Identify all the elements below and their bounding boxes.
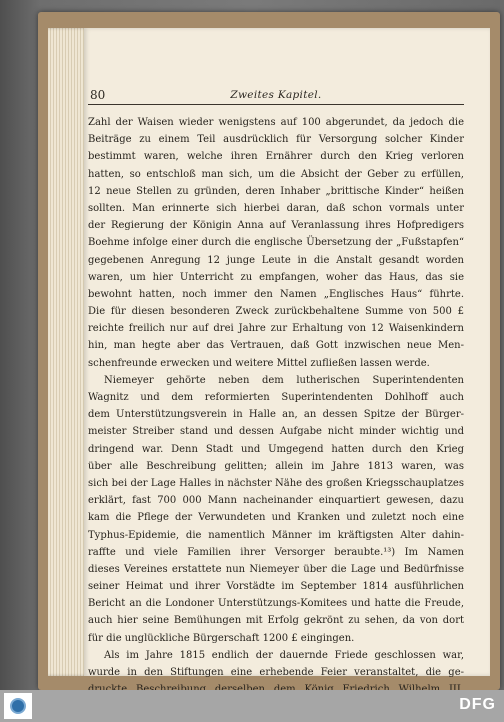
text-line: hin, man hegte aber das Vertrauen, daß Gott inzwischen neue Men-	[88, 340, 464, 352]
library-logo	[4, 693, 32, 719]
text-line: waren, um hier Unterricht zu empfangen, woher das Haus, das sie	[88, 271, 464, 283]
running-head: Zweites Kapitel.	[230, 89, 322, 101]
text-line: der Regierung der Königin Anna auf Veranlassung ihres Hofpredigers	[88, 220, 464, 232]
text-line: dem Unterstützungsverein in Halle an, an dessen Spitze der Bürger-	[88, 409, 464, 421]
text-line: auch hier seine Bemühungen mit Erfolg gekrönt zu sehen, da von dort	[88, 615, 464, 627]
text-line: Typhus-Epidemie, die namentlich Männer im kräftigsten Alter dahin-	[88, 529, 464, 541]
text-line: raffte und viele Familien ihrer Versorger beraubte.¹³) Im Namen	[88, 546, 464, 558]
paragraph-1	[88, 114, 464, 372]
viewer-footer-bar	[0, 690, 504, 722]
text-line: erklärt, fast 700 000 Mann nacheinander einquartiert gewesen, dazu	[88, 495, 464, 507]
page-number: 80	[90, 88, 106, 102]
text-line: wurde in den Stiftungen eine erhebende Feier veranstaltet, die ge-	[88, 667, 464, 678]
text-line: Boehme infolge einer durch die englische Übersetzung der „Fußstapfen“	[88, 237, 464, 249]
text-line: Die für diesen besonderen Zweck zurückbehaltene Summe von 500 £	[88, 306, 464, 318]
text-line: Beiträge zu einem Teil ausdrücklich für Versorgung solcher Kinder	[88, 134, 464, 146]
text-line: seiner Heimat und ihrer Vorstädte im September 1814 ausführlichen	[88, 581, 464, 593]
text-line: für die unglückliche Bürgerschaft 1200 £ eingingen.	[88, 632, 355, 644]
text-line: gegebenen Anregung 12 junge Leute in die Anstalt gesandt worden	[88, 254, 464, 266]
text-line: Wagnitz und dem reformierten Superintendenten Dohlhoff auch	[88, 392, 464, 403]
text-line: über alle Beschreibung gelitten; allein im Jahre 1813 waren, was	[88, 460, 464, 472]
text-line: 12 neue Stellen zu gründen, deren Inhaber „brittische Kinder“ heißen	[88, 185, 464, 197]
dfg-logo: DFG	[459, 696, 496, 713]
text-line: sollten. Man erinnerte sich hierbei daran, daß schon vormals unter	[88, 202, 464, 214]
text-line: Niemeyer gehörte neben dem lutherischen Superintendenten	[104, 374, 464, 386]
text-line: sich bei der Lage Halles in nächster Nähe des großen Kriegsschauplatzes	[88, 477, 464, 489]
text-line: dieses Vereines erstattete nun Niemeyer über die Lage und Bedürfnisse	[88, 563, 464, 575]
text-line: bewohnt hatten, noch immer den Namen „Englisches Haus“ führte.	[88, 288, 464, 300]
text-line: Zahl der Waisen wieder wenigstens auf 100 abgerundet, da jedoch die	[88, 117, 464, 128]
text-line: schenfreunde erwecken und weitere Mittel zufließen lassen werde.	[88, 357, 430, 369]
text-line: bestimmt waren, welche ihren Ernährer durch den Krieg verloren	[88, 151, 464, 163]
text-line: reichte freilich nur auf drei Jahre zur Erhaltung von 12 Waisenkindern	[88, 323, 464, 335]
page-edges	[48, 28, 88, 676]
page-header	[88, 88, 464, 105]
paragraph-2	[88, 372, 464, 647]
text-line: kam die Pflege der Verwundeten und Kranken und zuletzt noch eine	[88, 512, 464, 524]
body-text	[88, 114, 464, 698]
text-line: dringend war. Denn Stadt und Umgegend hatten durch den Krieg	[88, 443, 464, 455]
text-line: Als im Jahre 1815 endlich der dauernde Friede geschlossen war,	[104, 649, 464, 661]
text-line: Bericht an die Londoner Unterstützungs-Komitees und hatte die Freude,	[88, 598, 464, 610]
text-line: hatten, so entschloß man sich, um die Absicht der Geber zu erfüllen,	[88, 168, 464, 180]
text-line: meister Streiber stand und dessen Aufgabe nicht minder wichtig und	[88, 426, 464, 438]
library-logo-icon	[10, 698, 26, 714]
